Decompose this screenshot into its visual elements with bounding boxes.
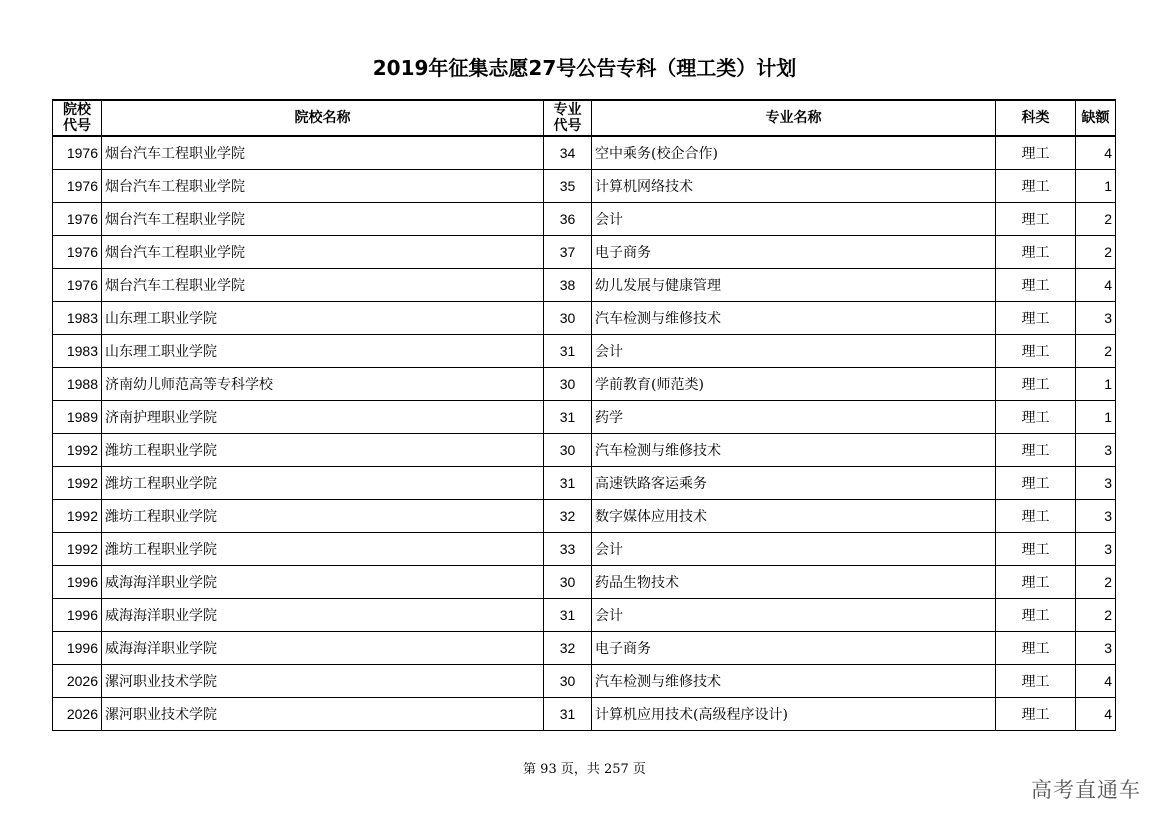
school-name-cell: 烟台汽车工程职业学院	[102, 136, 544, 169]
major-name-cell: 汽车检测与维修技术	[592, 433, 996, 466]
major-name-cell: 会计	[592, 334, 996, 367]
major-code-cell: 32	[544, 499, 592, 532]
major-code-cell: 30	[544, 301, 592, 334]
major-code-cell: 31	[544, 400, 592, 433]
table-row	[53, 268, 1116, 301]
category-cell: 理工	[996, 235, 1076, 268]
major-name-cell: 电子商务	[592, 631, 996, 664]
page-number: 第 93 页，共 257 页	[523, 762, 646, 777]
school-code-cell: 1976	[53, 169, 102, 202]
major-code-cell: 30	[544, 664, 592, 697]
school-code-cell: 1989	[53, 400, 102, 433]
school-code-cell: 1996	[53, 598, 102, 631]
plan-table	[52, 99, 1116, 731]
vacancies-cell: 3	[1076, 631, 1116, 664]
category-cell: 理工	[996, 400, 1076, 433]
table-row	[53, 367, 1116, 400]
table-row	[53, 664, 1116, 697]
major-code-cell: 32	[544, 631, 592, 664]
school-name-cell: 烟台汽车工程职业学院	[102, 169, 544, 202]
school-code-cell: 2026	[53, 697, 102, 730]
school-code-cell: 1976	[53, 235, 102, 268]
major-name-cell: 汽车检测与维修技术	[592, 664, 996, 697]
vacancies-cell: 4	[1076, 697, 1116, 730]
major-name-cell: 空中乘务(校企合作)	[592, 136, 996, 169]
category-cell: 理工	[996, 565, 1076, 598]
page-title: 2019年征集志愿27号公告专科（理工类）计划	[372, 56, 797, 80]
table-row	[53, 136, 1116, 169]
vacancies-cell: 4	[1076, 136, 1116, 169]
category-cell: 理工	[996, 499, 1076, 532]
major-code-cell: 31	[544, 598, 592, 631]
table-row	[53, 202, 1116, 235]
school-name-cell: 威海海洋职业学院	[102, 598, 544, 631]
school-name-cell: 济南护理职业学院	[102, 400, 544, 433]
header-category: 科类	[996, 100, 1076, 136]
major-name-cell: 会计	[592, 598, 996, 631]
major-code-cell: 30	[544, 433, 592, 466]
major-code-cell: 30	[544, 367, 592, 400]
vacancies-cell: 3	[1076, 532, 1116, 565]
vacancies-cell: 3	[1076, 466, 1116, 499]
major-name-cell: 药品生物技术	[592, 565, 996, 598]
table-row	[53, 235, 1116, 268]
school-code-cell: 1976	[53, 136, 102, 169]
major-code-cell: 31	[544, 466, 592, 499]
table-row	[53, 565, 1116, 598]
watermark: 高考直通车	[1031, 778, 1141, 802]
school-name-cell: 漯河职业技术学院	[102, 697, 544, 730]
school-name-cell: 威海海洋职业学院	[102, 565, 544, 598]
vacancies-cell: 4	[1076, 268, 1116, 301]
school-code-cell: 1988	[53, 367, 102, 400]
table-row	[53, 598, 1116, 631]
school-code-cell: 1983	[53, 301, 102, 334]
school-name-cell: 威海海洋职业学院	[102, 631, 544, 664]
school-name-cell: 济南幼儿师范高等专科学校	[102, 367, 544, 400]
school-code-cell: 1992	[53, 499, 102, 532]
category-cell: 理工	[996, 466, 1076, 499]
school-code-cell: 1992	[53, 532, 102, 565]
vacancies-cell: 2	[1076, 565, 1116, 598]
header-vacancies: 缺额	[1076, 100, 1116, 136]
major-name-cell: 高速铁路客运乘务	[592, 466, 996, 499]
vacancies-cell: 3	[1076, 301, 1116, 334]
major-code-cell: 31	[544, 697, 592, 730]
vacancies-cell: 4	[1076, 664, 1116, 697]
header-school-name: 院校名称	[102, 100, 544, 136]
school-code-cell: 1976	[53, 268, 102, 301]
vacancies-cell: 1	[1076, 367, 1116, 400]
table-row	[53, 532, 1116, 565]
major-code-cell: 37	[544, 235, 592, 268]
table-row	[53, 631, 1116, 664]
major-code-cell: 38	[544, 268, 592, 301]
category-cell: 理工	[996, 598, 1076, 631]
major-code-cell: 33	[544, 532, 592, 565]
category-cell: 理工	[996, 664, 1076, 697]
school-code-cell: 2026	[53, 664, 102, 697]
major-name-cell: 汽车检测与维修技术	[592, 301, 996, 334]
table-row	[53, 301, 1116, 334]
school-code-cell: 1996	[53, 565, 102, 598]
category-cell: 理工	[996, 367, 1076, 400]
school-name-cell: 漯河职业技术学院	[102, 664, 544, 697]
school-name-cell: 山东理工职业学院	[102, 334, 544, 367]
category-cell: 理工	[996, 136, 1076, 169]
category-cell: 理工	[996, 433, 1076, 466]
major-code-cell: 35	[544, 169, 592, 202]
header-major-name: 专业名称	[592, 100, 996, 136]
major-code-cell: 30	[544, 565, 592, 598]
major-name-cell: 计算机应用技术(高级程序设计)	[592, 697, 996, 730]
school-name-cell: 潍坊工程职业学院	[102, 532, 544, 565]
category-cell: 理工	[996, 334, 1076, 367]
school-name-cell: 潍坊工程职业学院	[102, 499, 544, 532]
school-name-cell: 烟台汽车工程职业学院	[102, 235, 544, 268]
major-name-cell: 会计	[592, 202, 996, 235]
header-school-code: 院校 代号	[53, 100, 102, 136]
vacancies-cell: 1	[1076, 169, 1116, 202]
category-cell: 理工	[996, 202, 1076, 235]
vacancies-cell: 2	[1076, 598, 1116, 631]
major-name-cell: 幼儿发展与健康管理	[592, 268, 996, 301]
school-code-cell: 1992	[53, 466, 102, 499]
vacancies-cell: 2	[1076, 235, 1116, 268]
major-code-cell: 31	[544, 334, 592, 367]
category-cell: 理工	[996, 631, 1076, 664]
major-name-cell: 电子商务	[592, 235, 996, 268]
major-name-cell: 数字媒体应用技术	[592, 499, 996, 532]
header-major-code: 专业 代号	[544, 100, 592, 136]
table-row	[53, 433, 1116, 466]
category-cell: 理工	[996, 301, 1076, 334]
school-name-cell: 潍坊工程职业学院	[102, 433, 544, 466]
vacancies-cell: 3	[1076, 499, 1116, 532]
category-cell: 理工	[996, 268, 1076, 301]
vacancies-cell: 2	[1076, 334, 1116, 367]
school-name-cell: 潍坊工程职业学院	[102, 466, 544, 499]
table-row	[53, 334, 1116, 367]
school-code-cell: 1992	[53, 433, 102, 466]
vacancies-cell: 3	[1076, 433, 1116, 466]
table-row	[53, 499, 1116, 532]
table-row	[53, 169, 1116, 202]
major-name-cell: 会计	[592, 532, 996, 565]
school-code-cell: 1976	[53, 202, 102, 235]
major-name-cell: 学前教育(师范类)	[592, 367, 996, 400]
table-row	[53, 466, 1116, 499]
major-name-cell: 药学	[592, 400, 996, 433]
school-name-cell: 烟台汽车工程职业学院	[102, 268, 544, 301]
category-cell: 理工	[996, 697, 1076, 730]
vacancies-cell: 2	[1076, 202, 1116, 235]
major-name-cell: 计算机网络技术	[592, 169, 996, 202]
school-code-cell: 1996	[53, 631, 102, 664]
table-row	[53, 697, 1116, 730]
major-code-cell: 34	[544, 136, 592, 169]
category-cell: 理工	[996, 169, 1076, 202]
table-header-row	[53, 100, 1116, 136]
vacancies-cell: 1	[1076, 400, 1116, 433]
school-name-cell: 烟台汽车工程职业学院	[102, 202, 544, 235]
major-code-cell: 36	[544, 202, 592, 235]
category-cell: 理工	[996, 532, 1076, 565]
table-row	[53, 400, 1116, 433]
school-name-cell: 山东理工职业学院	[102, 301, 544, 334]
school-code-cell: 1983	[53, 334, 102, 367]
